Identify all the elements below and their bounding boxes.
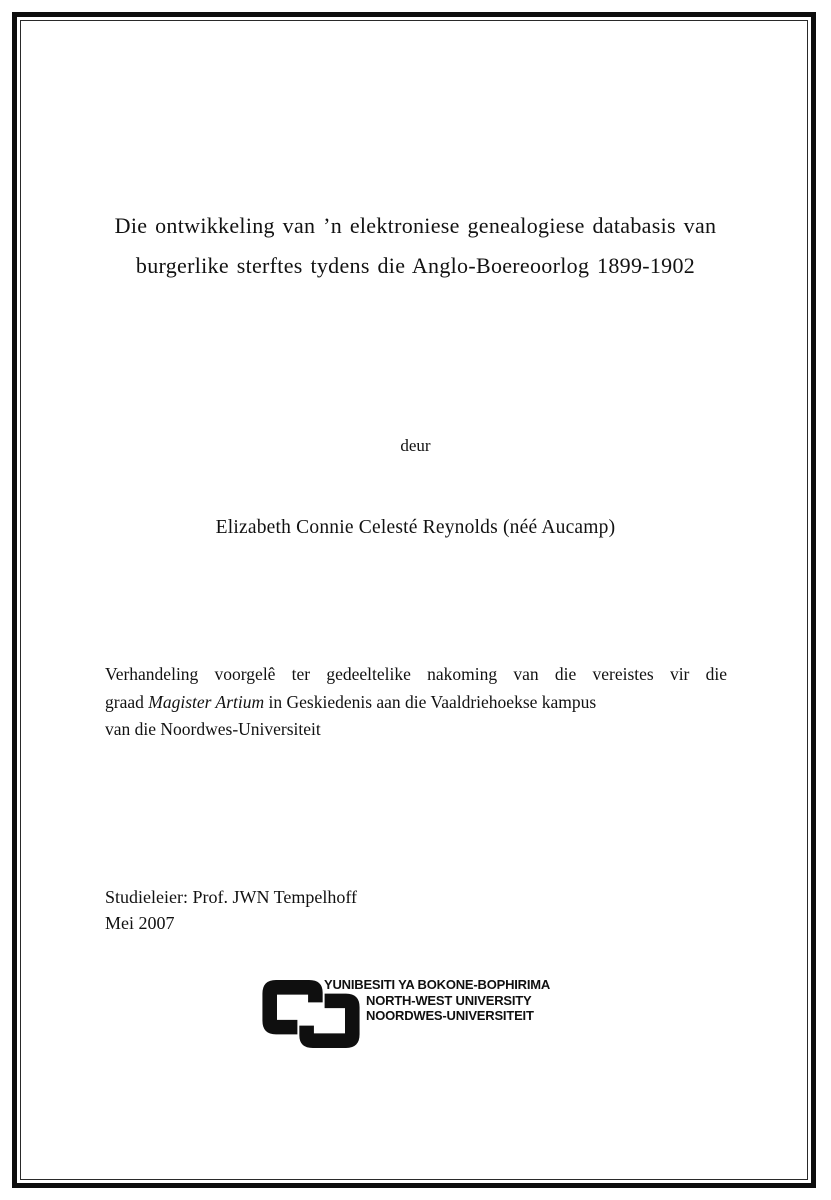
logo-text-afrikaans: NOORDWES-UNIVERSITEIT (366, 1008, 534, 1023)
logo-text-setswana: YUNIBESITI YA BOKONE-BOPHIRIMA (324, 977, 551, 992)
thesis-title-line-2: burgerlike sterftes tydens die Anglo-Boereoorlog 1899-1902 (135, 253, 696, 278)
author-name: Elizabeth Connie Celesté Reynolds (néé Aucamp) (215, 517, 616, 538)
degree-statement (105, 661, 727, 744)
supervisor-line: Studieleier: Prof. JWN Tempelhoff (105, 887, 358, 907)
university-logo-text (262, 977, 550, 1024)
degree-statement-line-3: van die Noordwes-Universiteit (105, 719, 321, 739)
logo-text-english: NORTH-WEST UNIVERSITY (366, 992, 532, 1008)
byline-deur: deur (400, 436, 431, 455)
degree-statement-line-2-prefix: graad (105, 691, 149, 712)
thesis-title (0, 206, 831, 286)
thesis-title-line-1: Die ontwikkeling van ’n elektroniese genealogiese databasis van (114, 213, 717, 238)
supervisor-block (105, 884, 357, 936)
date-line: Mei 2007 (105, 913, 175, 933)
degree-statement-line-1: Verhandeling voorgelê ter gedeeltelike nakoming van die vereistes vir die (105, 664, 727, 684)
degree-name-italic: Magister Artium (148, 691, 265, 712)
degree-statement-line-2-suffix: in Geskiedenis aan die Vaaldriehoekse kampus (264, 691, 597, 712)
degree-statement-line-2 (105, 689, 727, 717)
university-logo (262, 976, 582, 1050)
